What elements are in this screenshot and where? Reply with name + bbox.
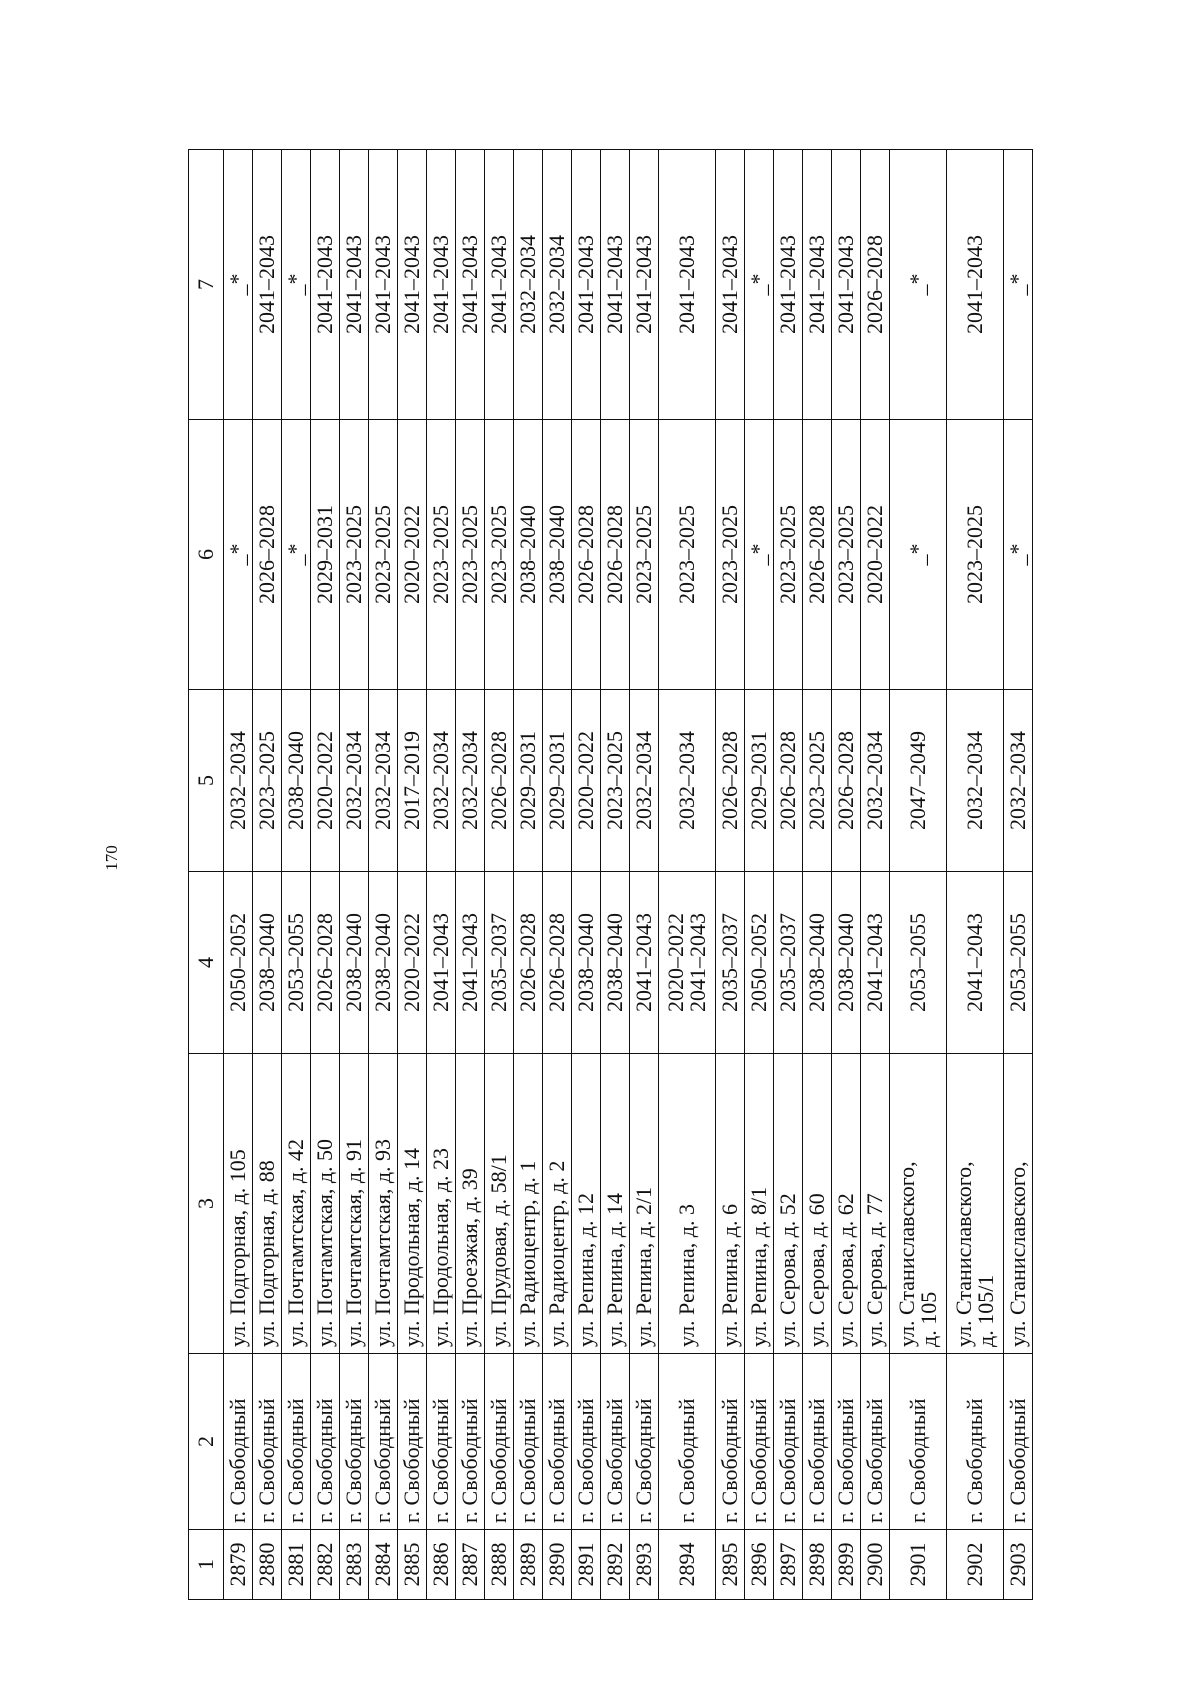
cell-address-line: ул. Станиславского, bbox=[893, 1161, 919, 1347]
cell-address-line: ул. Почтамтская, д. 93 bbox=[369, 1138, 395, 1347]
cell-address-line: ул. Почтамтская, д. 91 bbox=[340, 1138, 366, 1347]
cell-address-line: ул. Подгорная, д. 105 bbox=[224, 1149, 250, 1347]
cell-address-line: ул. Продольная, д. 14 bbox=[398, 1147, 424, 1347]
cell-city: г. Свободный bbox=[253, 1354, 282, 1530]
cell-col5: 2032–2034 bbox=[947, 690, 1004, 872]
cell-number: 2901 bbox=[890, 1530, 947, 1600]
cell-col6: 2023–2025 bbox=[947, 420, 1004, 690]
cell-col4-line: 2041–2043 bbox=[961, 913, 987, 1012]
cell-col6: 2020–2022 bbox=[398, 420, 427, 690]
table-row bbox=[311, 150, 340, 1600]
cell-col5: 2032–2034 bbox=[456, 690, 485, 872]
cell-address bbox=[630, 1054, 659, 1354]
cell-col5: 2032–2034 bbox=[340, 690, 369, 872]
cell-col4-line: 2041–2043 bbox=[685, 913, 710, 1012]
cell-col5: 2026–2028 bbox=[832, 690, 861, 872]
cell-number: 2880 bbox=[253, 1530, 282, 1600]
table-row bbox=[1004, 150, 1033, 1600]
cell-address-line: ул. Проезжая, д. 39 bbox=[456, 1168, 482, 1347]
cell-col7: 2026–2028 bbox=[861, 150, 890, 420]
cell-col4 bbox=[716, 872, 745, 1054]
table-body bbox=[224, 150, 1033, 1600]
cell-col7: 2041–2043 bbox=[253, 150, 282, 420]
cell-col4 bbox=[340, 872, 369, 1054]
cell-col6: 2026–2028 bbox=[253, 420, 282, 690]
cell-col5: 2032–2034 bbox=[861, 690, 890, 872]
cell-col4-line: 2041–2043 bbox=[456, 913, 482, 1012]
cell-col6: 2020–2022 bbox=[861, 420, 890, 690]
cell-city: г. Свободный bbox=[832, 1354, 861, 1530]
cell-col5: 2032–2034 bbox=[659, 690, 716, 872]
cell-col7: 2041–2043 bbox=[485, 150, 514, 420]
cell-col4-line: 2050–2052 bbox=[745, 913, 771, 1012]
table-row bbox=[890, 150, 947, 1600]
cell-col7: _* bbox=[282, 150, 311, 420]
cell-address-line: ул. Серова, д. 62 bbox=[832, 1193, 858, 1347]
cell-col5: 2023–2025 bbox=[803, 690, 832, 872]
table-row bbox=[543, 150, 572, 1600]
cell-col5: 2047–2049 bbox=[890, 690, 947, 872]
header-row bbox=[189, 150, 224, 1600]
table-row bbox=[253, 150, 282, 1600]
cell-city: г. Свободный bbox=[572, 1354, 601, 1530]
cell-city: г. Свободный bbox=[803, 1354, 832, 1530]
cell-col5: 2023–2025 bbox=[601, 690, 630, 872]
cell-number: 2897 bbox=[774, 1530, 803, 1600]
table-row bbox=[774, 150, 803, 1600]
table-row bbox=[485, 150, 514, 1600]
cell-address-line: ул. Репина, д. 2/1 bbox=[630, 1186, 656, 1347]
cell-number: 2896 bbox=[745, 1530, 774, 1600]
cell-col4 bbox=[369, 872, 398, 1054]
cell-number: 2891 bbox=[572, 1530, 601, 1600]
cell-address-line: д. 105/1 bbox=[973, 1274, 998, 1347]
cell-col4-line: 2026–2028 bbox=[514, 913, 540, 1012]
cell-address bbox=[514, 1054, 543, 1354]
cell-col4 bbox=[774, 872, 803, 1054]
cell-col4 bbox=[514, 872, 543, 1054]
table-row bbox=[514, 150, 543, 1600]
cell-col4-line: 2041–2043 bbox=[427, 913, 453, 1012]
cell-col4-line: 2053–2055 bbox=[282, 913, 308, 1012]
rotated-table-container bbox=[188, 150, 1030, 1600]
cell-number: 2889 bbox=[514, 1530, 543, 1600]
table-row bbox=[630, 150, 659, 1600]
cell-city: г. Свободный bbox=[398, 1354, 427, 1530]
cell-col7: 2041–2043 bbox=[832, 150, 861, 420]
cell-col5: 2032–2034 bbox=[1004, 690, 1033, 872]
cell-address bbox=[369, 1054, 398, 1354]
cell-col5: 2026–2028 bbox=[774, 690, 803, 872]
cell-col4-line: 2035–2037 bbox=[774, 913, 800, 1012]
cell-col6: 2029–2031 bbox=[311, 420, 340, 690]
cell-city: г. Свободный bbox=[427, 1354, 456, 1530]
cell-col4-line: 2038–2040 bbox=[832, 913, 858, 1012]
cell-address-line: ул. Репина, д. 14 bbox=[601, 1193, 627, 1347]
cell-city: г. Свободный bbox=[947, 1354, 1004, 1530]
cell-col6: 2023–2025 bbox=[456, 420, 485, 690]
cell-col4 bbox=[224, 872, 253, 1054]
cell-col4-line: 2038–2040 bbox=[803, 913, 829, 1012]
cell-col4-line: 2038–2040 bbox=[340, 913, 366, 1012]
cell-col4-line: 2038–2040 bbox=[572, 913, 598, 1012]
cell-number: 2893 bbox=[630, 1530, 659, 1600]
cell-col7: 2041–2043 bbox=[947, 150, 1004, 420]
cell-col5: 2017–2019 bbox=[398, 690, 427, 872]
cell-number: 2892 bbox=[601, 1530, 630, 1600]
cell-address bbox=[861, 1054, 890, 1354]
cell-col6: _* bbox=[282, 420, 311, 690]
cell-col6: 2026–2028 bbox=[803, 420, 832, 690]
cell-number: 2885 bbox=[398, 1530, 427, 1600]
cell-city: г. Свободный bbox=[456, 1354, 485, 1530]
cell-number: 2894 bbox=[659, 1530, 716, 1600]
cell-address-line: ул. Станиславского, bbox=[950, 1161, 976, 1347]
cell-address bbox=[340, 1054, 369, 1354]
cell-col7: 2041–2043 bbox=[716, 150, 745, 420]
header-col-6: 6 bbox=[189, 420, 224, 690]
cell-number: 2882 bbox=[311, 1530, 340, 1600]
cell-col6: 2023–2025 bbox=[774, 420, 803, 690]
cell-col4 bbox=[832, 872, 861, 1054]
cell-col4 bbox=[803, 872, 832, 1054]
cell-address bbox=[282, 1054, 311, 1354]
cell-city: г. Свободный bbox=[485, 1354, 514, 1530]
cell-col6: _* bbox=[1004, 420, 1033, 690]
cell-number: 2895 bbox=[716, 1530, 745, 1600]
cell-col6: 2026–2028 bbox=[601, 420, 630, 690]
cell-col7: 2032–2034 bbox=[543, 150, 572, 420]
cell-number: 2886 bbox=[427, 1530, 456, 1600]
cell-city: г. Свободный bbox=[659, 1354, 716, 1530]
cell-address bbox=[803, 1054, 832, 1354]
cell-col5: 2038–2040 bbox=[282, 690, 311, 872]
cell-city: г. Свободный bbox=[630, 1354, 659, 1530]
cell-col4-line: 2038–2040 bbox=[369, 913, 395, 1012]
cell-address bbox=[543, 1054, 572, 1354]
cell-address-line: ул. Прудовая, д. 58/1 bbox=[485, 1154, 511, 1347]
cell-address bbox=[427, 1054, 456, 1354]
cell-city: г. Свободный bbox=[601, 1354, 630, 1530]
cell-col5: 2032–2034 bbox=[427, 690, 456, 872]
cell-col4-line: 2026–2028 bbox=[311, 913, 337, 1012]
cell-col6: 2023–2025 bbox=[485, 420, 514, 690]
cell-address bbox=[224, 1054, 253, 1354]
cell-col7: _* bbox=[1004, 150, 1033, 420]
cell-col5: 2026–2028 bbox=[485, 690, 514, 872]
cell-address bbox=[485, 1054, 514, 1354]
header-col-2: 2 bbox=[189, 1354, 224, 1530]
table-row bbox=[369, 150, 398, 1600]
cell-col4-line: 2035–2037 bbox=[485, 913, 511, 1012]
cell-col6: 2038–2040 bbox=[514, 420, 543, 690]
cell-address-line: ул. Серова, д. 77 bbox=[861, 1193, 887, 1347]
cell-col5: 2029–2031 bbox=[543, 690, 572, 872]
cell-col4-line: 2026–2028 bbox=[543, 913, 569, 1012]
cell-col4 bbox=[253, 872, 282, 1054]
cell-col7: 2041–2043 bbox=[340, 150, 369, 420]
cell-col7: 2032–2034 bbox=[514, 150, 543, 420]
cell-col5: 2026–2028 bbox=[716, 690, 745, 872]
header-col-3: 3 bbox=[189, 1054, 224, 1354]
cell-address-line: ул. Подгорная, д. 88 bbox=[253, 1160, 279, 1347]
table-row bbox=[716, 150, 745, 1600]
cell-address bbox=[1004, 1054, 1033, 1354]
cell-address bbox=[745, 1054, 774, 1354]
table-row bbox=[572, 150, 601, 1600]
cell-number: 2887 bbox=[456, 1530, 485, 1600]
cell-city: г. Свободный bbox=[514, 1354, 543, 1530]
cell-col7: 2041–2043 bbox=[311, 150, 340, 420]
cell-col7: 2041–2043 bbox=[369, 150, 398, 420]
table-row bbox=[340, 150, 369, 1600]
cell-address-line: ул. Репина, д. 12 bbox=[572, 1193, 598, 1347]
header-col-1: 1 bbox=[189, 1530, 224, 1600]
cell-col7: 2041–2043 bbox=[630, 150, 659, 420]
table-row bbox=[398, 150, 427, 1600]
cell-col4-line: 2053–2055 bbox=[904, 913, 930, 1012]
cell-number: 2884 bbox=[369, 1530, 398, 1600]
cell-city: г. Свободный bbox=[224, 1354, 253, 1530]
cell-address-line: ул. Репина, д. 6 bbox=[716, 1204, 742, 1347]
cell-city: г. Свободный bbox=[890, 1354, 947, 1530]
cell-city: г. Свободный bbox=[861, 1354, 890, 1530]
table-row bbox=[456, 150, 485, 1600]
cell-col6: _* bbox=[224, 420, 253, 690]
table-row bbox=[224, 150, 253, 1600]
table-row bbox=[282, 150, 311, 1600]
cell-col6: 2026–2028 bbox=[572, 420, 601, 690]
cell-address bbox=[659, 1054, 716, 1354]
cell-number: 2879 bbox=[224, 1530, 253, 1600]
cell-city: г. Свободный bbox=[311, 1354, 340, 1530]
cell-col4 bbox=[890, 872, 947, 1054]
cell-col4-line: 2020–2022 bbox=[662, 913, 688, 1012]
cell-col4 bbox=[659, 872, 716, 1054]
cell-col4 bbox=[630, 872, 659, 1054]
cell-col5: 2029–2031 bbox=[745, 690, 774, 872]
cell-address bbox=[601, 1054, 630, 1354]
cell-address bbox=[398, 1054, 427, 1354]
cell-col6: 2023–2025 bbox=[832, 420, 861, 690]
cell-col5: 2032–2034 bbox=[630, 690, 659, 872]
header-col-5: 5 bbox=[189, 690, 224, 872]
cell-col7: 2041–2043 bbox=[774, 150, 803, 420]
cell-city: г. Свободный bbox=[340, 1354, 369, 1530]
cell-address bbox=[774, 1054, 803, 1354]
cell-address bbox=[890, 1054, 947, 1354]
cell-col4-line: 2020–2022 bbox=[398, 913, 424, 1012]
cell-col5: 2020–2022 bbox=[572, 690, 601, 872]
cell-number: 2900 bbox=[861, 1530, 890, 1600]
page-number: 170 bbox=[102, 845, 121, 871]
cell-city: г. Свободный bbox=[1004, 1354, 1033, 1530]
cell-number: 2898 bbox=[803, 1530, 832, 1600]
cell-col4 bbox=[947, 872, 1004, 1054]
cell-col4-line: 2038–2040 bbox=[253, 913, 279, 1012]
cell-col4 bbox=[311, 872, 340, 1054]
table-row bbox=[832, 150, 861, 1600]
cell-address-line: ул. Почтамтская, д. 50 bbox=[311, 1138, 337, 1347]
cell-col4 bbox=[745, 872, 774, 1054]
cell-col7: 2041–2043 bbox=[601, 150, 630, 420]
cell-city: г. Свободный bbox=[543, 1354, 572, 1530]
cell-number: 2902 bbox=[947, 1530, 1004, 1600]
cell-number: 2881 bbox=[282, 1530, 311, 1600]
cell-city: г. Свободный bbox=[774, 1354, 803, 1530]
cell-col7: 2041–2043 bbox=[398, 150, 427, 420]
cell-col5: 2032–2034 bbox=[224, 690, 253, 872]
cell-address-line: ул. Почтамтская, д. 42 bbox=[282, 1138, 308, 1347]
cell-address bbox=[716, 1054, 745, 1354]
cell-col7: _* bbox=[745, 150, 774, 420]
cell-col7: 2041–2043 bbox=[456, 150, 485, 420]
cell-address-line: ул. Серова, д. 60 bbox=[803, 1193, 829, 1347]
cell-col6: 2023–2025 bbox=[340, 420, 369, 690]
cell-address-line: ул. Радиоцентр, д. 2 bbox=[543, 1160, 569, 1347]
cell-number: 2883 bbox=[340, 1530, 369, 1600]
cell-col4 bbox=[861, 872, 890, 1054]
cell-col4 bbox=[398, 872, 427, 1054]
cell-number: 2890 bbox=[543, 1530, 572, 1600]
cell-address-line: ул. Станиславского, bbox=[1004, 1161, 1030, 1347]
cell-col4 bbox=[282, 872, 311, 1054]
cell-col6: 2023–2025 bbox=[716, 420, 745, 690]
cell-address bbox=[572, 1054, 601, 1354]
cell-col4 bbox=[1004, 872, 1033, 1054]
cell-col4-line: 2035–2037 bbox=[716, 913, 742, 1012]
cell-col5: 2023–2025 bbox=[253, 690, 282, 872]
table-row bbox=[601, 150, 630, 1600]
cell-col6: _* bbox=[890, 420, 947, 690]
cell-col4 bbox=[572, 872, 601, 1054]
table-row bbox=[745, 150, 774, 1600]
table-row bbox=[427, 150, 456, 1600]
cell-address-line: ул. Радиоцентр, д. 1 bbox=[514, 1160, 540, 1347]
cell-col7: _* bbox=[224, 150, 253, 420]
cell-col4 bbox=[601, 872, 630, 1054]
cell-col6: 2023–2025 bbox=[427, 420, 456, 690]
cell-col7: _* bbox=[890, 150, 947, 420]
table-row bbox=[861, 150, 890, 1600]
cell-city: г. Свободный bbox=[282, 1354, 311, 1530]
cell-col4 bbox=[485, 872, 514, 1054]
cell-address-line: ул. Репина, д. 3 bbox=[673, 1204, 699, 1347]
cell-col4-line: 2041–2043 bbox=[861, 913, 887, 1012]
cell-col5: 2032–2034 bbox=[369, 690, 398, 872]
cell-col7: 2041–2043 bbox=[572, 150, 601, 420]
table-row bbox=[947, 150, 1004, 1600]
cell-col4 bbox=[456, 872, 485, 1054]
cell-col4-line: 2050–2052 bbox=[224, 913, 250, 1012]
cell-address bbox=[253, 1054, 282, 1354]
cell-number: 2903 bbox=[1004, 1530, 1033, 1600]
cell-address-line: д. 105 bbox=[916, 1291, 941, 1347]
cell-address bbox=[311, 1054, 340, 1354]
cell-address bbox=[832, 1054, 861, 1354]
cell-col6: 2038–2040 bbox=[543, 420, 572, 690]
cell-col6: 2023–2025 bbox=[630, 420, 659, 690]
cell-col7: 2041–2043 bbox=[659, 150, 716, 420]
cell-city: г. Свободный bbox=[745, 1354, 774, 1530]
cell-col7: 2041–2043 bbox=[803, 150, 832, 420]
cell-address-line: ул. Серова, д. 52 bbox=[774, 1193, 800, 1347]
cell-col5: 2020–2022 bbox=[311, 690, 340, 872]
register-table bbox=[188, 149, 1033, 1600]
cell-col6: 2023–2025 bbox=[659, 420, 716, 690]
cell-col7: 2041–2043 bbox=[427, 150, 456, 420]
cell-number: 2899 bbox=[832, 1530, 861, 1600]
cell-col5: 2029–2031 bbox=[514, 690, 543, 872]
cell-col4-line: 2041–2043 bbox=[630, 913, 656, 1012]
cell-number: 2888 bbox=[485, 1530, 514, 1600]
cell-col4-line: 2038–2040 bbox=[601, 913, 627, 1012]
table-row bbox=[803, 150, 832, 1600]
table-row bbox=[659, 150, 716, 1600]
cell-col4 bbox=[427, 872, 456, 1054]
cell-address-line: ул. Репина, д. 8/1 bbox=[745, 1186, 771, 1347]
cell-address bbox=[947, 1054, 1004, 1354]
cell-city: г. Свободный bbox=[369, 1354, 398, 1530]
cell-col6: _* bbox=[745, 420, 774, 690]
cell-city: г. Свободный bbox=[716, 1354, 745, 1530]
header-col-4: 4 bbox=[189, 872, 224, 1054]
cell-col4 bbox=[543, 872, 572, 1054]
header-col-7: 7 bbox=[189, 150, 224, 420]
cell-col6: 2023–2025 bbox=[369, 420, 398, 690]
cell-address bbox=[456, 1054, 485, 1354]
cell-address-line: ул. Продольная, д. 23 bbox=[427, 1147, 453, 1347]
cell-col4-line: 2053–2055 bbox=[1004, 913, 1030, 1012]
